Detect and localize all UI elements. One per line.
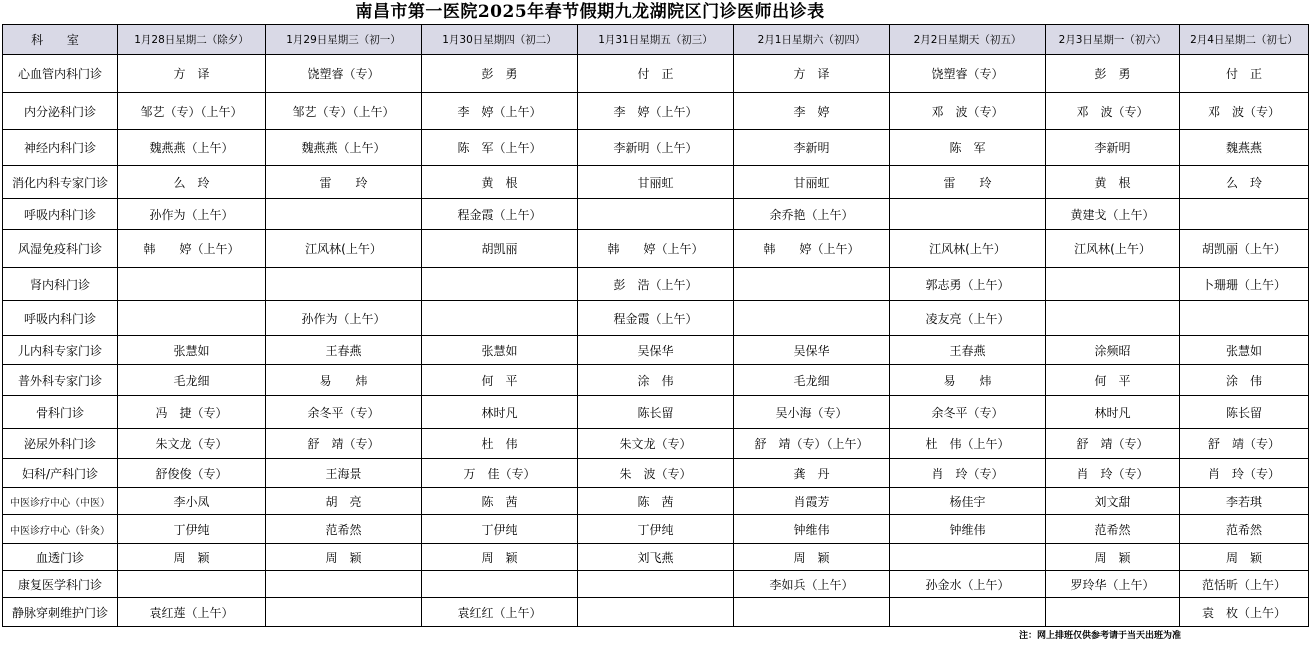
doctor-cell: 王海景: [266, 459, 422, 488]
footnote: 注：网上排班仅供参考请于当天出班为准: [1018, 631, 1181, 641]
doctor-cell: 李新明: [1046, 130, 1180, 166]
page-title: 南昌市第一医院2025年春节假期九龙湖院区门诊医师出诊表: [355, 2, 825, 22]
doctor-cell: 王春燕: [890, 336, 1046, 365]
doctor-cell: 王春燕: [266, 336, 422, 365]
date-header: 1月30日星期四（初二）: [422, 25, 578, 55]
dept-cell: 康复医学科门诊: [3, 571, 118, 598]
doctor-cell: [266, 598, 422, 627]
doctor-cell: 邓 波（专）: [1180, 93, 1309, 130]
doctor-cell: 江风林(上午）: [266, 230, 422, 268]
doctor-cell: 钟维伟: [890, 515, 1046, 544]
doctor-cell: 舒 靖（专）: [1046, 429, 1180, 459]
table-row: [3, 571, 1309, 598]
doctor-cell: 魏燕燕: [1180, 130, 1309, 166]
doctor-cell: [1046, 268, 1180, 301]
date-header: 1月28日星期二（除夕）: [118, 25, 266, 55]
doctor-cell: [734, 268, 890, 301]
doctor-cell: 黄 根: [422, 166, 578, 199]
doctor-cell: 方 译: [734, 55, 890, 93]
doctor-cell: 饶塑睿（专）: [890, 55, 1046, 93]
table-row: [3, 336, 1309, 365]
doctor-cell: 林时凡: [422, 396, 578, 429]
doctor-cell: [578, 199, 734, 230]
doctor-cell: 周 颖: [266, 544, 422, 571]
doctor-cell: 李若琪: [1180, 488, 1309, 515]
table-row: [3, 365, 1309, 396]
doctor-cell: 黄 根: [1046, 166, 1180, 199]
dept-cell: 消化内科专家门诊: [3, 166, 118, 199]
doctor-cell: 丁伊纯: [118, 515, 266, 544]
table-row: [3, 515, 1309, 544]
doctor-cell: 韩 婷（上午）: [734, 230, 890, 268]
doctor-cell: 丁伊纯: [578, 515, 734, 544]
doctor-cell: 雷 玲: [890, 166, 1046, 199]
doctor-cell: 易 炜: [266, 365, 422, 396]
doctor-cell: 范希然: [1046, 515, 1180, 544]
doctor-cell: 杨佳宇: [890, 488, 1046, 515]
table-row: [3, 598, 1309, 627]
doctor-cell: 魏燕燕（上午）: [266, 130, 422, 166]
doctor-cell: 万 佳（专）: [422, 459, 578, 488]
doctor-cell: [422, 268, 578, 301]
table-row: [3, 130, 1309, 166]
doctor-cell: 袁 枚（上午）: [1180, 598, 1309, 627]
date-header: 2月4日星期二（初七）: [1180, 25, 1309, 55]
doctor-cell: 龚 丹: [734, 459, 890, 488]
doctor-cell: [890, 199, 1046, 230]
doctor-cell: 李 婷: [734, 93, 890, 130]
doctor-cell: [118, 571, 266, 598]
doctor-cell: 付 正: [1180, 55, 1309, 93]
doctor-cell: 卜珊珊（上午）: [1180, 268, 1309, 301]
doctor-cell: [578, 598, 734, 627]
doctor-cell: 肖 玲（专）: [1046, 459, 1180, 488]
doctor-cell: 余乔艳（上午）: [734, 199, 890, 230]
doctor-cell: 丁伊纯: [422, 515, 578, 544]
doctor-cell: 周 颖: [1046, 544, 1180, 571]
doctor-cell: 李 婷（上午）: [422, 93, 578, 130]
doctor-cell: 李小凤: [118, 488, 266, 515]
doctor-cell: 么 玲: [118, 166, 266, 199]
doctor-cell: 孙金水（上午）: [890, 571, 1046, 598]
doctor-cell: [422, 301, 578, 336]
doctor-cell: [1046, 598, 1180, 627]
doctor-cell: 郭志勇（上午）: [890, 268, 1046, 301]
table-row: [3, 459, 1309, 488]
doctor-cell: 黄建戈（上午）: [1046, 199, 1180, 230]
doctor-cell: 舒俊俊（专）: [118, 459, 266, 488]
doctor-cell: [734, 598, 890, 627]
doctor-cell: 肖 玲（专）: [890, 459, 1046, 488]
doctor-cell: 么 玲: [1180, 166, 1309, 199]
doctor-cell: 范希然: [266, 515, 422, 544]
dept-cell: 神经内科门诊: [3, 130, 118, 166]
dept-cell: 血透门诊: [3, 544, 118, 571]
doctor-cell: [266, 199, 422, 230]
dept-cell: 儿内科专家门诊: [3, 336, 118, 365]
doctor-cell: 舒 靖（专）: [266, 429, 422, 459]
doctor-cell: 钟维伟: [734, 515, 890, 544]
doctor-cell: 吴保华: [734, 336, 890, 365]
doctor-cell: [1046, 301, 1180, 336]
doctor-cell: 陈 茜: [422, 488, 578, 515]
doctor-cell: 朱 波（专）: [578, 459, 734, 488]
doctor-cell: 孙作为（上午）: [266, 301, 422, 336]
doctor-cell: [734, 301, 890, 336]
doctor-cell: 杜 伟（上午）: [890, 429, 1046, 459]
doctor-cell: 周 颖: [734, 544, 890, 571]
dept-cell: 中医诊疗中心（针灸）: [3, 515, 118, 544]
dept-cell: 心血管内科门诊: [3, 55, 118, 93]
doctor-cell: 袁红莲（上午）: [118, 598, 266, 627]
doctor-cell: 甘丽虹: [578, 166, 734, 199]
doctor-cell: 张慧如: [1180, 336, 1309, 365]
doctor-cell: [118, 301, 266, 336]
doctor-cell: 刘文甜: [1046, 488, 1180, 515]
dept-cell: 风湿免疫科门诊: [3, 230, 118, 268]
doctor-cell: [1180, 301, 1309, 336]
doctor-cell: 甘丽虹: [734, 166, 890, 199]
doctor-cell: 周 颖: [422, 544, 578, 571]
doctor-cell: 江风林(上午）: [1046, 230, 1180, 268]
table-row: [3, 230, 1309, 268]
table-row: [3, 488, 1309, 515]
dept-cell: 呼吸内科门诊: [3, 199, 118, 230]
dept-cell: 泌尿外科门诊: [3, 429, 118, 459]
doctor-cell: 李如兵（上午）: [734, 571, 890, 598]
doctor-cell: 陈长留: [578, 396, 734, 429]
table-row: [3, 429, 1309, 459]
doctor-cell: 陈 军（上午）: [422, 130, 578, 166]
doctor-cell: [266, 571, 422, 598]
doctor-cell: 邹艺（专）（上午）: [118, 93, 266, 130]
doctor-cell: 彭 勇: [422, 55, 578, 93]
doctor-cell: 肖 玲（专）: [1180, 459, 1309, 488]
doctor-cell: 朱文龙（专）: [578, 429, 734, 459]
doctor-cell: 舒 靖（专）: [1180, 429, 1309, 459]
date-header: 2月2日星期天（初五）: [890, 25, 1046, 55]
doctor-cell: 凌友亮（上午）: [890, 301, 1046, 336]
doctor-cell: 余冬平（专）: [890, 396, 1046, 429]
doctor-cell: 余冬平（专）: [266, 396, 422, 429]
doctor-cell: [422, 571, 578, 598]
header-row: [3, 25, 1309, 55]
schedule-body: [3, 55, 1309, 627]
doctor-cell: 陈 军: [890, 130, 1046, 166]
doctor-cell: 李新明: [734, 130, 890, 166]
doctor-cell: 付 正: [578, 55, 734, 93]
doctor-cell: 雷 玲: [266, 166, 422, 199]
doctor-cell: 程金霞（上午）: [578, 301, 734, 336]
table-row: [3, 55, 1309, 93]
doctor-cell: 胡 亮: [266, 488, 422, 515]
doctor-cell: 舒 靖（专）（上午）: [734, 429, 890, 459]
doctor-cell: 朱文龙（专）: [118, 429, 266, 459]
dept-column-header: 科 室: [3, 25, 118, 55]
doctor-cell: 杜 伟: [422, 429, 578, 459]
dept-cell: 内分泌科门诊: [3, 93, 118, 130]
doctor-cell: 周 颖: [1180, 544, 1309, 571]
dept-cell: 肾内科门诊: [3, 268, 118, 301]
doctor-cell: [1180, 199, 1309, 230]
doctor-cell: 易 炜: [890, 365, 1046, 396]
doctor-cell: 肖霞芳: [734, 488, 890, 515]
doctor-cell: 韩 婷（上午）: [578, 230, 734, 268]
table-row: [3, 93, 1309, 130]
doctor-cell: 吴小海（专）: [734, 396, 890, 429]
doctor-cell: 陈长留: [1180, 396, 1309, 429]
doctor-cell: 涂频昭: [1046, 336, 1180, 365]
doctor-cell: [890, 544, 1046, 571]
doctor-cell: [118, 268, 266, 301]
table-row: [3, 199, 1309, 230]
doctor-cell: 冯 捷（专）: [118, 396, 266, 429]
doctor-cell: 李新明（上午）: [578, 130, 734, 166]
doctor-cell: [266, 268, 422, 301]
doctor-cell: 陈 茜: [578, 488, 734, 515]
doctor-cell: 胡凯丽: [422, 230, 578, 268]
doctor-cell: 邓 波（专）: [890, 93, 1046, 130]
doctor-cell: 程金霞（上午）: [422, 199, 578, 230]
doctor-cell: 孙作为（上午）: [118, 199, 266, 230]
doctor-cell: 林时凡: [1046, 396, 1180, 429]
doctor-cell: 罗玲华（上午）: [1046, 571, 1180, 598]
doctor-cell: 范希然: [1180, 515, 1309, 544]
doctor-cell: 饶塑睿（专）: [266, 55, 422, 93]
doctor-cell: 周 颖: [118, 544, 266, 571]
doctor-cell: 何 平: [422, 365, 578, 396]
date-header: 2月3日星期一（初六）: [1046, 25, 1180, 55]
table-row: [3, 544, 1309, 571]
doctor-cell: 范恬昕（上午）: [1180, 571, 1309, 598]
table-row: [3, 268, 1309, 301]
doctor-cell: 方 译: [118, 55, 266, 93]
doctor-cell: 邓 波（专）: [1046, 93, 1180, 130]
doctor-cell: 袁红红（上午）: [422, 598, 578, 627]
doctor-cell: 邹艺（专）（上午）: [266, 93, 422, 130]
date-header: 1月29日星期三（初一）: [266, 25, 422, 55]
schedule-table: [2, 24, 1309, 627]
doctor-cell: 张慧如: [422, 336, 578, 365]
doctor-cell: 吴保华: [578, 336, 734, 365]
doctor-cell: 彭 勇: [1046, 55, 1180, 93]
doctor-cell: 魏燕燕（上午）: [118, 130, 266, 166]
doctor-cell: 胡凯丽（上午）: [1180, 230, 1309, 268]
doctor-cell: 刘飞燕: [578, 544, 734, 571]
doctor-cell: 毛龙细: [118, 365, 266, 396]
date-header: 2月1日星期六（初四）: [734, 25, 890, 55]
doctor-cell: 李 婷（上午）: [578, 93, 734, 130]
doctor-cell: 韩 婷（上午）: [118, 230, 266, 268]
table-row: [3, 301, 1309, 336]
doctor-cell: [578, 571, 734, 598]
doctor-cell: 毛龙细: [734, 365, 890, 396]
table-row: [3, 166, 1309, 199]
doctor-cell: 江风林(上午）: [890, 230, 1046, 268]
dept-cell: 静脉穿刺维护门诊: [3, 598, 118, 627]
dept-cell: 呼吸内科门诊: [3, 301, 118, 336]
doctor-cell: 张慧如: [118, 336, 266, 365]
table-row: [3, 396, 1309, 429]
dept-cell: 中医诊疗中心（中医）: [3, 488, 118, 515]
dept-cell: 妇科/产科门诊: [3, 459, 118, 488]
date-header: 1月31日星期五（初三）: [578, 25, 734, 55]
doctor-cell: 涂 伟: [578, 365, 734, 396]
doctor-cell: 涂 伟: [1180, 365, 1309, 396]
doctor-cell: 彭 浩（上午）: [578, 268, 734, 301]
doctor-cell: [890, 598, 1046, 627]
doctor-cell: 何 平: [1046, 365, 1180, 396]
dept-cell: 骨科门诊: [3, 396, 118, 429]
dept-cell: 普外科专家门诊: [3, 365, 118, 396]
